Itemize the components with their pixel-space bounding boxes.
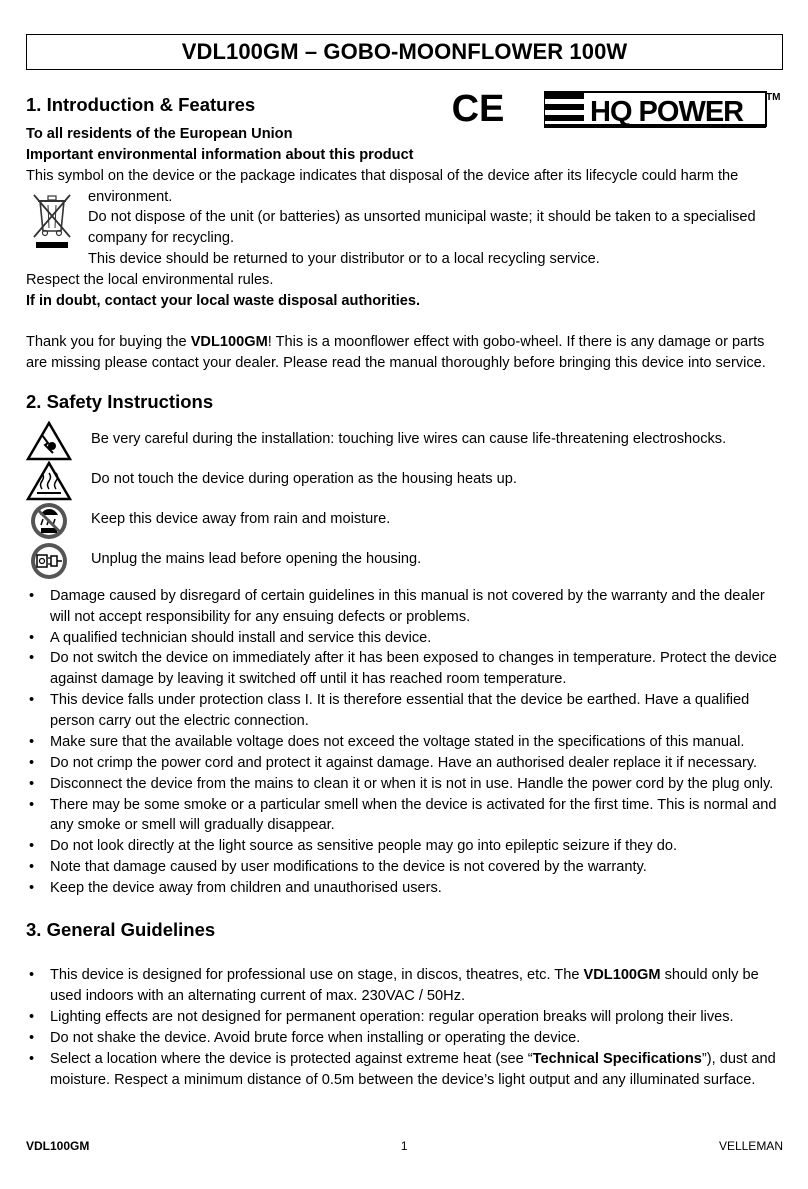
safety-item-text: Keep this device away from rain and moisture. [91,511,391,528]
eu-residents-heading: To all residents of the European Union [26,126,293,142]
logo-text: HQ POWER [590,96,744,128]
list-item: • This device falls under protection class I. It is therefore essential that the device be earthed. Have a qualified person carry out the electric connection. [26,690,783,732]
footer-model: VDL100GM [26,1139,90,1153]
section-1-heading: 1. Introduction & Features [26,94,256,115]
guidelines-bullet-list [26,965,783,1090]
hq-power-logo [544,90,780,130]
section-3-heading: 3. General Guidelines [26,918,216,940]
no-rain-icon [26,501,72,541]
list-item: • Keep the device away from children and unauthorised users. [26,878,783,899]
crossed-bin-icon [30,191,74,251]
section-2-heading: 2. Safety Instructions [26,391,214,413]
list-item: • Select a location where the device is protected against extreme heat (see “Technical Specifications”), dust and moisture. Respect a minimum distance of 0.5m between the device’s light output and any illuminated surface. [26,1049,783,1091]
ce-mark-text: CE [451,90,505,126]
safety-item-moisture [26,500,783,540]
safety-item-unplug [26,540,783,580]
list-item: • This device is designed for professional use on stage, in discos, theatres, etc. The VDL100GM should only be used indoors with an alternating current of max. 230VAC / 50Hz. [26,965,783,1007]
list-item: • Do not shake the device. Avoid brute force when installing or operating the device. [26,1028,783,1049]
environmental-info-heading: Important environmental information about this product [26,146,414,163]
env-line: environment. [88,188,173,205]
safety-item-text: Unplug the mains lead before opening the housing. [91,551,422,568]
list-item: • A qualified technician should install and service this device. [26,628,783,649]
page-number: 1 [400,1139,408,1153]
return-line: This device should be returned to your distributor or to a local recycling service. [88,251,600,268]
list-item: • Do not crimp the power cord and protect it against damage. Have an authorised dealer replace it if necessary. [26,753,783,774]
hot-surface-warning-icon [26,461,72,501]
safety-item-hot-surface [26,460,783,500]
safety-item-text: Be very careful during the installation: touching live wires can cause life-threatening electroshocks. [91,431,727,448]
safety-bullet-list [26,586,783,899]
list-item: • There may be some smoke or a particular smell when the device is activated for the first time. This is normal and any smoke or smell will gradually disappear. [26,795,783,837]
electric-shock-warning-icon [26,421,72,461]
thank-you-paragraph: Thank you for buying the VDL100GM! This is a moonflower effect with gobo-wheel. If there is any damage or parts are missing please contact your dealer. Please read the manual thoroughly before bringing this device into service. [26,333,766,371]
list-item: • Lighting effects are not designed for permanent operation: regular operation breaks will prolong their lives. [26,1007,783,1028]
footer-brand: VELLEMAN [718,1139,783,1153]
weee-block [26,187,783,270]
trademark-text: TM [766,92,780,103]
ce-mark-icon [450,90,506,126]
list-item: • Do not look directly at the light source as sensitive people may go into epileptic seizure if they do. [26,836,783,857]
manual-page [26,34,783,1090]
symbol-text: This symbol on the device or the package indicates that disposal of the device after its lifecycle could harm the [26,167,739,184]
document-title: VDL100GM – GOBO-MOONFLOWER 100W [26,34,783,70]
list-item: • Note that damage caused by user modifications to the device is not covered by the warranty. [26,857,783,878]
safety-item-electroshock [26,420,783,460]
list-item: • Damage caused by disregard of certain guidelines in this manual is not covered by the warranty and the dealer will not accept responsibility for any ensuing defects or problems. [26,586,783,628]
safety-item-text: Do not touch the device during operation as the housing heats up. [91,471,517,488]
dispose-line: Do not dispose of the unit (or batteries) as unsorted municipal waste; it should be taken to a specialised company for recycling. [88,209,756,247]
section-1-header [26,84,783,128]
list-item: • Make sure that the available voltage does not exceed the voltage stated in the specifications of this manual. [26,732,783,753]
doubt-line: If in doubt, contact your local waste disposal authorities. [26,292,421,309]
unplug-mains-icon [26,541,72,581]
list-item: • Do not switch the device on immediately after it has been exposed to changes in temperature. Protect the device against damage by leaving it switched off until it has reached room temperature. [26,648,783,690]
page-footer [26,1138,783,1155]
list-item: • Disconnect the device from the mains to clean it or when it is not in use. Handle the power cord by the plug only. [26,774,783,795]
respect-line: Respect the local environmental rules. [26,272,274,289]
